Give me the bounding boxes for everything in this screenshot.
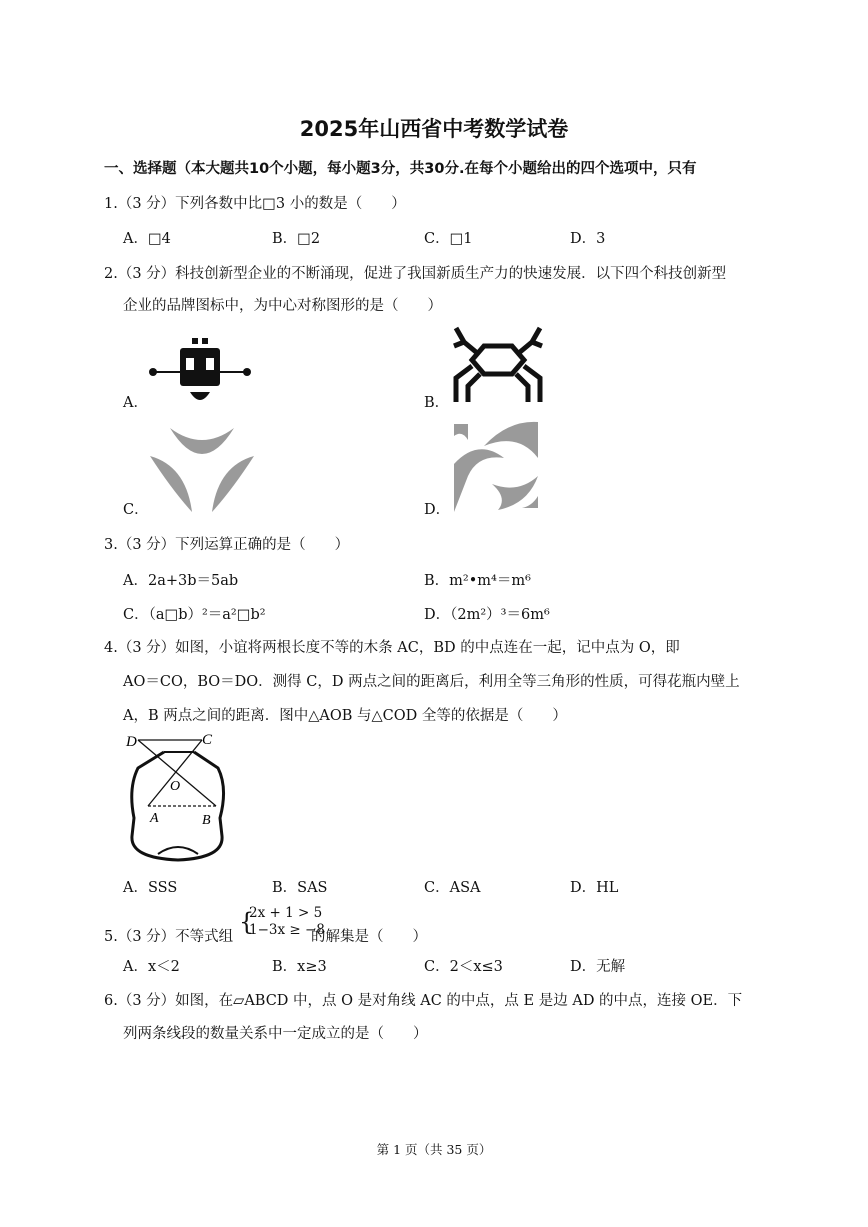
inequality-1: 2x + 1 > 5 xyxy=(249,905,323,921)
q4-option-c: C．ASA xyxy=(424,880,481,896)
q5-option-a: A．x＜2 xyxy=(123,959,180,975)
crab-logo-icon xyxy=(446,322,550,404)
page-title: 2025年山西省中考数学试卷 xyxy=(299,117,569,141)
question-6-stem-line-2: 列两条线段的数量关系中一定成立的是（ ） xyxy=(123,1026,428,1042)
q4-option-d: D．HL xyxy=(570,880,619,896)
q3-option-d: D．（2m²）³＝6m⁶ xyxy=(424,607,550,623)
question-3-stem: 3.（3 分）下列运算正确的是（ ） xyxy=(104,537,350,553)
q4-option-a: A．SSS xyxy=(123,880,178,896)
q5-option-d: D．无解 xyxy=(570,959,626,975)
q1-option-c: C．□1 xyxy=(424,231,473,247)
label-a: A xyxy=(150,811,159,826)
question-4-stem-line-2: AO＝CO，BO＝DO．测得 C，D 两点之间的距离后，利用全等三角形的性质，可得花瓶内壁上 xyxy=(123,674,740,690)
q5-option-b: B．x≥3 xyxy=(272,959,327,975)
q1-option-d: D．3 xyxy=(570,231,606,247)
q2-option-c: C． xyxy=(123,502,149,518)
q3-option-b: B．m²•m⁴＝m⁶ xyxy=(424,573,531,589)
question-4-stem-line-3: A，B 两点之间的距离．图中△AOB 与△COD 全等的依据是（ ） xyxy=(123,708,567,724)
question-2-stem-line-1: 2.（3 分）科技创新型企业的不断涌现，促进了我国新质生产力的快速发展．以下四个科技创新型 xyxy=(104,266,727,282)
page-footer: 第 1 页（共 35 页） xyxy=(376,1142,492,1157)
q2-option-a: A． xyxy=(123,395,148,411)
vase-diagram xyxy=(118,728,238,864)
question-1-stem: 1.（3 分）下列各数中比□3 小的数是（ ） xyxy=(104,196,406,212)
question-2-stem-line-2: 企业的品牌图标中，为中心对称图形的是（ ） xyxy=(123,298,442,314)
q1-option-b: B．□2 xyxy=(272,231,321,247)
tri-curve-logo-icon xyxy=(146,422,258,514)
q3-option-a: A．2a+3b＝5ab xyxy=(123,573,239,589)
q4-option-b: B．SAS xyxy=(272,880,328,896)
label-b: B xyxy=(202,813,211,828)
question-5-stem-prefix: 5.（3 分）不等式组 xyxy=(104,929,234,945)
section-heading: 一、选择题（本大题共10个小题，每小题3分，共30分.在每个小题给出的四个选项中，只有 xyxy=(104,161,697,177)
inequality-2: 1−3x ≥ −8 xyxy=(249,922,325,938)
q3-option-c: C．（a□b）²＝a²□b² xyxy=(123,607,266,623)
stick-ca xyxy=(148,740,202,806)
question-4-stem-line-1: 4.（3 分）如图，小谊将两根长度不等的木条 AC，BD 的中点连在一起，记中点为 O，即 xyxy=(104,640,680,656)
label-c: C xyxy=(202,732,213,748)
q2-option-d: D． xyxy=(424,502,451,518)
system-brace: { xyxy=(239,908,255,936)
q2-option-b: B． xyxy=(424,395,450,411)
label-d: D xyxy=(126,734,137,750)
swirl-logo-icon xyxy=(448,418,544,514)
question-5-stem-suffix: 的解集是（ ） xyxy=(311,929,427,945)
stick-db xyxy=(138,740,216,806)
vase-base xyxy=(158,847,198,854)
q5-option-c: C．2＜x≤3 xyxy=(424,959,503,975)
robot-logo-icon xyxy=(148,334,252,410)
q1-option-a: A．□4 xyxy=(123,231,171,247)
question-6-stem-line-1: 6.（3 分）如图，在▱ABCD 中，点 O 是对角线 AC 的中点，点 E 是边 AD 的中点，连接 OE．下 xyxy=(104,993,743,1009)
label-o: O xyxy=(170,779,181,794)
